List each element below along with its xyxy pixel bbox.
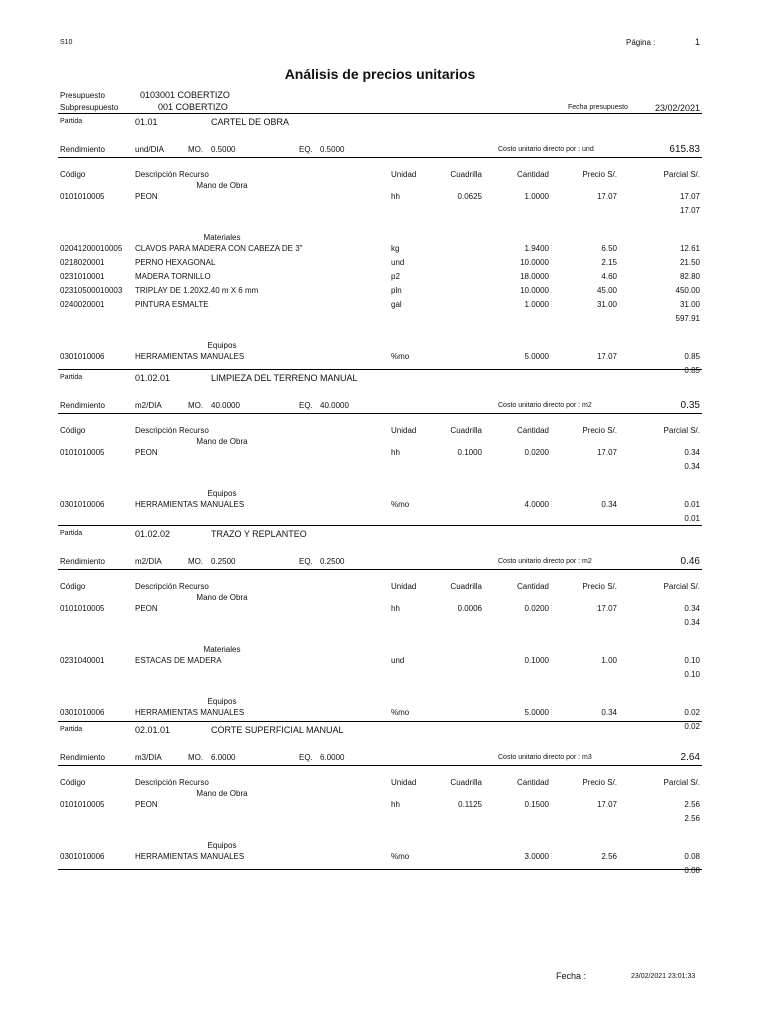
rendimiento-rule	[58, 157, 702, 158]
costo-unitario-value: 615.83	[669, 144, 700, 155]
item-parcial: 0.10	[684, 656, 700, 665]
item-descripcion: HERRAMIENTAS MANUALES	[135, 852, 245, 861]
col-codigo: Código	[60, 582, 86, 591]
page-label: Página :	[626, 38, 656, 47]
eq-label: EQ.	[299, 753, 313, 762]
software-label: S10	[60, 39, 73, 46]
item-unidad: hh	[391, 448, 400, 457]
col-codigo: Código	[60, 170, 86, 179]
eq-value: 0.5000	[320, 145, 345, 154]
item-descripcion: PINTURA ESMALTE	[135, 300, 209, 309]
item-parcial: 450.00	[675, 286, 700, 295]
item-cantidad: 10.0000	[520, 258, 549, 267]
item-precio: 1.00	[601, 656, 617, 665]
partida-name: TRAZO Y REPLANTEO	[211, 529, 307, 539]
item-unidad: pln	[391, 286, 402, 295]
presupuesto-label: Presupuesto	[60, 91, 105, 100]
item-cuadrilla: 0.1125	[458, 800, 482, 809]
item-descripcion: HERRAMIENTAS MANUALES	[135, 708, 245, 717]
item-parcial: 12.61	[679, 244, 700, 253]
col-unidad: Unidad	[391, 426, 417, 435]
item-codigo: 0231010001	[60, 272, 105, 281]
item-parcial: 0.34	[684, 448, 700, 457]
partida-label: Partida	[60, 118, 83, 125]
rendimiento-label: Rendimiento	[60, 753, 105, 762]
fecha-presupuesto-label: Fecha presupuesto	[568, 104, 628, 111]
mo-label: MO.	[188, 753, 204, 762]
eq-value: 6.0000	[320, 753, 345, 762]
col-unidad: Unidad	[391, 170, 417, 179]
partida-name: LIMPIEZA DEL TERRENO MANUAL	[211, 373, 358, 383]
mo-value: 0.2500	[211, 557, 236, 566]
col-cantidad: Cantidad	[516, 426, 549, 435]
fecha-presupuesto-value: 23/02/2021	[654, 103, 700, 113]
group-subtotal: 0.10	[684, 670, 700, 679]
col-parcial: Parcial S/.	[663, 426, 700, 435]
partida-name: CARTEL DE OBRA	[211, 117, 290, 127]
item-cuadrilla: 0.0625	[457, 192, 482, 201]
mo-label: MO.	[188, 401, 204, 410]
item-codigo: 0301010006	[60, 708, 105, 717]
item-cantidad: 0.0200	[524, 604, 549, 613]
costo-unitario-label: Costo unitario directo por : m2	[498, 402, 592, 409]
item-parcial: 0.01	[684, 500, 700, 509]
rendimiento-rule	[58, 765, 702, 766]
rendimiento-label: Rendimiento	[60, 557, 105, 566]
item-precio: 17.07	[596, 604, 617, 613]
page-title: Análisis de precios unitarios	[284, 66, 476, 82]
partida-label: Partida	[60, 530, 83, 537]
item-unidad: %mo	[391, 708, 410, 717]
item-cantidad: 18.0000	[520, 272, 549, 281]
rendimiento-rule	[58, 413, 702, 414]
group-subtotal: 0.08	[684, 866, 700, 875]
item-codigo: 0101010005	[60, 604, 105, 613]
mo-label: MO.	[188, 557, 204, 566]
col-descripcion: Descripción Recurso	[135, 426, 209, 435]
group-title-materiales: Materiales	[203, 645, 241, 654]
rendimiento-label: Rendimiento	[60, 401, 105, 410]
item-cantidad: 1.0000	[524, 192, 549, 201]
item-precio: 0.34	[601, 500, 617, 509]
item-codigo: 0101010005	[60, 192, 105, 201]
partida-code: 02.01.01	[135, 725, 171, 735]
item-descripcion: PEON	[135, 448, 158, 457]
item-parcial: 21.50	[679, 258, 700, 267]
col-parcial: Parcial S/.	[663, 170, 700, 179]
item-cantidad: 4.0000	[524, 500, 549, 509]
item-cantidad: 1.0000	[524, 300, 549, 309]
subpresupuesto-value: 001 COBERTIZO	[158, 102, 228, 112]
group-title-mano_de_obra: Mano de Obra	[196, 437, 248, 446]
partida-top-rule	[58, 113, 702, 114]
col-descripcion: Descripción Recurso	[135, 778, 209, 787]
item-codigo: 02310500010003	[60, 286, 123, 295]
item-unidad: %mo	[391, 852, 410, 861]
col-descripcion: Descripción Recurso	[135, 170, 209, 179]
item-codigo: 0218020001	[60, 258, 105, 267]
item-unidad: %mo	[391, 500, 410, 509]
rendimiento-label: Rendimiento	[60, 145, 105, 154]
item-precio: 0.34	[601, 708, 617, 717]
eq-label: EQ.	[299, 401, 313, 410]
mo-value: 6.0000	[211, 753, 236, 762]
group-subtotal: 597.91	[675, 314, 700, 323]
item-precio: 17.07	[596, 352, 617, 361]
eq-value: 40.0000	[320, 401, 349, 410]
item-descripcion: PERNO HEXAGONAL	[135, 258, 216, 267]
item-parcial: 2.56	[684, 800, 700, 809]
col-cantidad: Cantidad	[516, 582, 549, 591]
item-unidad: gal	[391, 300, 402, 309]
col-cuadrilla: Cuadrilla	[450, 582, 482, 591]
item-cantidad: 3.0000	[524, 852, 549, 861]
group-title-equipos: Equipos	[207, 489, 237, 498]
group-subtotal: 0.34	[684, 462, 700, 471]
partida-label: Partida	[60, 726, 83, 733]
item-cantidad: 1.9400	[524, 244, 549, 253]
partida-label: Partida	[60, 374, 83, 381]
col-cantidad: Cantidad	[516, 778, 549, 787]
item-parcial: 82.80	[679, 272, 700, 281]
item-cantidad: 0.0200	[524, 448, 549, 457]
item-parcial: 0.34	[684, 604, 700, 613]
item-codigo: 0240020001	[60, 300, 105, 309]
col-cuadrilla: Cuadrilla	[450, 426, 482, 435]
rendimiento-rule	[58, 569, 702, 570]
eq-value: 0.2500	[320, 557, 345, 566]
item-descripcion: CLAVOS PARA MADERA CON CABEZA DE 3"	[135, 244, 303, 253]
item-codigo: 0231040001	[60, 656, 105, 665]
col-parcial: Parcial S/.	[663, 582, 700, 591]
costo-unitario-label: Costo unitario directo por : und	[498, 146, 594, 153]
rendimiento-unit: m2/DIA	[135, 557, 162, 566]
group-title-mano_de_obra: Mano de Obra	[196, 593, 248, 602]
costo-unitario-label: Costo unitario directo por : m3	[498, 754, 592, 761]
item-descripcion: HERRAMIENTAS MANUALES	[135, 352, 245, 361]
item-cantidad: 5.0000	[524, 352, 549, 361]
group-subtotal: 2.56	[684, 814, 700, 823]
item-codigo: 0101010005	[60, 800, 105, 809]
item-cantidad: 0.1500	[524, 800, 549, 809]
rendimiento-unit: und/DIA	[135, 145, 164, 154]
partida-top-rule	[58, 525, 702, 526]
item-parcial: 0.08	[684, 852, 700, 861]
item-unidad: und	[391, 258, 405, 267]
partida-code: 01.02.02	[135, 529, 171, 539]
col-cantidad: Cantidad	[516, 170, 549, 179]
item-descripcion: HERRAMIENTAS MANUALES	[135, 500, 245, 509]
item-precio: 2.56	[601, 852, 617, 861]
item-cantidad: 0.1000	[524, 656, 549, 665]
item-cantidad: 5.0000	[524, 708, 549, 717]
group-subtotal: 0.01	[684, 514, 700, 523]
mo-value: 40.0000	[211, 401, 240, 410]
item-parcial: 0.02	[684, 708, 700, 717]
item-unidad: hh	[391, 800, 400, 809]
col-cuadrilla: Cuadrilla	[450, 170, 482, 179]
costo-unitario-value: 2.64	[680, 752, 700, 763]
group-subtotal: 0.02	[684, 722, 700, 731]
partida-top-rule	[58, 369, 702, 370]
col-descripcion: Descripción Recurso	[135, 582, 209, 591]
item-unidad: und	[391, 656, 405, 665]
partida-code: 01.02.01	[135, 373, 171, 383]
item-precio: 31.00	[596, 300, 617, 309]
page-number: 1	[694, 37, 700, 47]
col-codigo: Código	[60, 778, 86, 787]
item-precio: 2.15	[601, 258, 617, 267]
rendimiento-unit: m3/DIA	[135, 753, 162, 762]
partida-top-rule	[58, 721, 702, 722]
item-descripcion: PEON	[135, 192, 158, 201]
col-unidad: Unidad	[391, 582, 417, 591]
eq-label: EQ.	[299, 145, 313, 154]
item-codigo: 0101010005	[60, 448, 105, 457]
costo-unitario-value: 0.35	[680, 400, 700, 411]
item-unidad: hh	[391, 604, 400, 613]
footer-fecha-value: 23/02/2021 23:01:33	[631, 973, 696, 980]
item-cuadrilla: 0.0006	[457, 604, 482, 613]
item-codigo: 0301010006	[60, 852, 105, 861]
col-codigo: Código	[60, 426, 86, 435]
item-precio: 6.50	[601, 244, 617, 253]
col-precio: Precio S/.	[582, 778, 617, 787]
presupuesto-value: 0103001 COBERTIZO	[140, 90, 230, 100]
col-parcial: Parcial S/.	[663, 778, 700, 787]
item-precio: 17.07	[596, 192, 617, 201]
group-title-equipos: Equipos	[207, 841, 237, 850]
item-parcial: 31.00	[679, 300, 700, 309]
item-unidad: p2	[391, 272, 400, 281]
item-unidad: kg	[391, 244, 400, 253]
item-codigo: 02041200010005	[60, 244, 123, 253]
item-descripcion: MADERA TORNILLO	[135, 272, 211, 281]
group-title-mano_de_obra: Mano de Obra	[196, 789, 248, 798]
bottom-rule	[58, 869, 702, 870]
group-title-materiales: Materiales	[203, 233, 241, 242]
mo-value: 0.5000	[211, 145, 236, 154]
item-unidad: hh	[391, 192, 400, 201]
partida-code: 01.01	[135, 117, 158, 127]
item-descripcion: PEON	[135, 800, 158, 809]
item-codigo: 0301010006	[60, 352, 105, 361]
item-parcial: 17.07	[679, 192, 700, 201]
col-precio: Precio S/.	[582, 582, 617, 591]
item-cantidad: 10.0000	[520, 286, 549, 295]
costo-unitario-value: 0.46	[680, 556, 700, 567]
item-descripcion: ESTACAS DE MADERA	[135, 656, 222, 665]
rendimiento-unit: m2/DIA	[135, 401, 162, 410]
subpresupuesto-label: Subpresupuesto	[60, 103, 119, 112]
group-title-equipos: Equipos	[207, 341, 237, 350]
col-unidad: Unidad	[391, 778, 417, 787]
item-precio: 17.07	[596, 800, 617, 809]
group-subtotal: 17.07	[679, 206, 700, 215]
item-parcial: 0.85	[684, 352, 700, 361]
col-precio: Precio S/.	[582, 426, 617, 435]
item-precio: 45.00	[596, 286, 617, 295]
item-precio: 17.07	[596, 448, 617, 457]
item-precio: 4.60	[601, 272, 617, 281]
partida-name: CORTE SUPERFICIAL MANUAL	[211, 725, 344, 735]
mo-label: MO.	[188, 145, 204, 154]
item-descripcion: TRIPLAY DE 1.20X2.40 m X 6 mm	[135, 286, 259, 295]
item-codigo: 0301010006	[60, 500, 105, 509]
eq-label: EQ.	[299, 557, 313, 566]
group-title-mano_de_obra: Mano de Obra	[196, 181, 248, 190]
group-title-equipos: Equipos	[207, 697, 237, 706]
col-cuadrilla: Cuadrilla	[450, 778, 482, 787]
item-unidad: %mo	[391, 352, 410, 361]
col-precio: Precio S/.	[582, 170, 617, 179]
costo-unitario-label: Costo unitario directo por : m2	[498, 558, 592, 565]
group-subtotal: 0.34	[684, 618, 700, 627]
footer-fecha-label: Fecha :	[556, 971, 587, 981]
item-descripcion: PEON	[135, 604, 158, 613]
item-cuadrilla: 0.1000	[457, 448, 482, 457]
group-subtotal: 0.85	[684, 366, 700, 375]
